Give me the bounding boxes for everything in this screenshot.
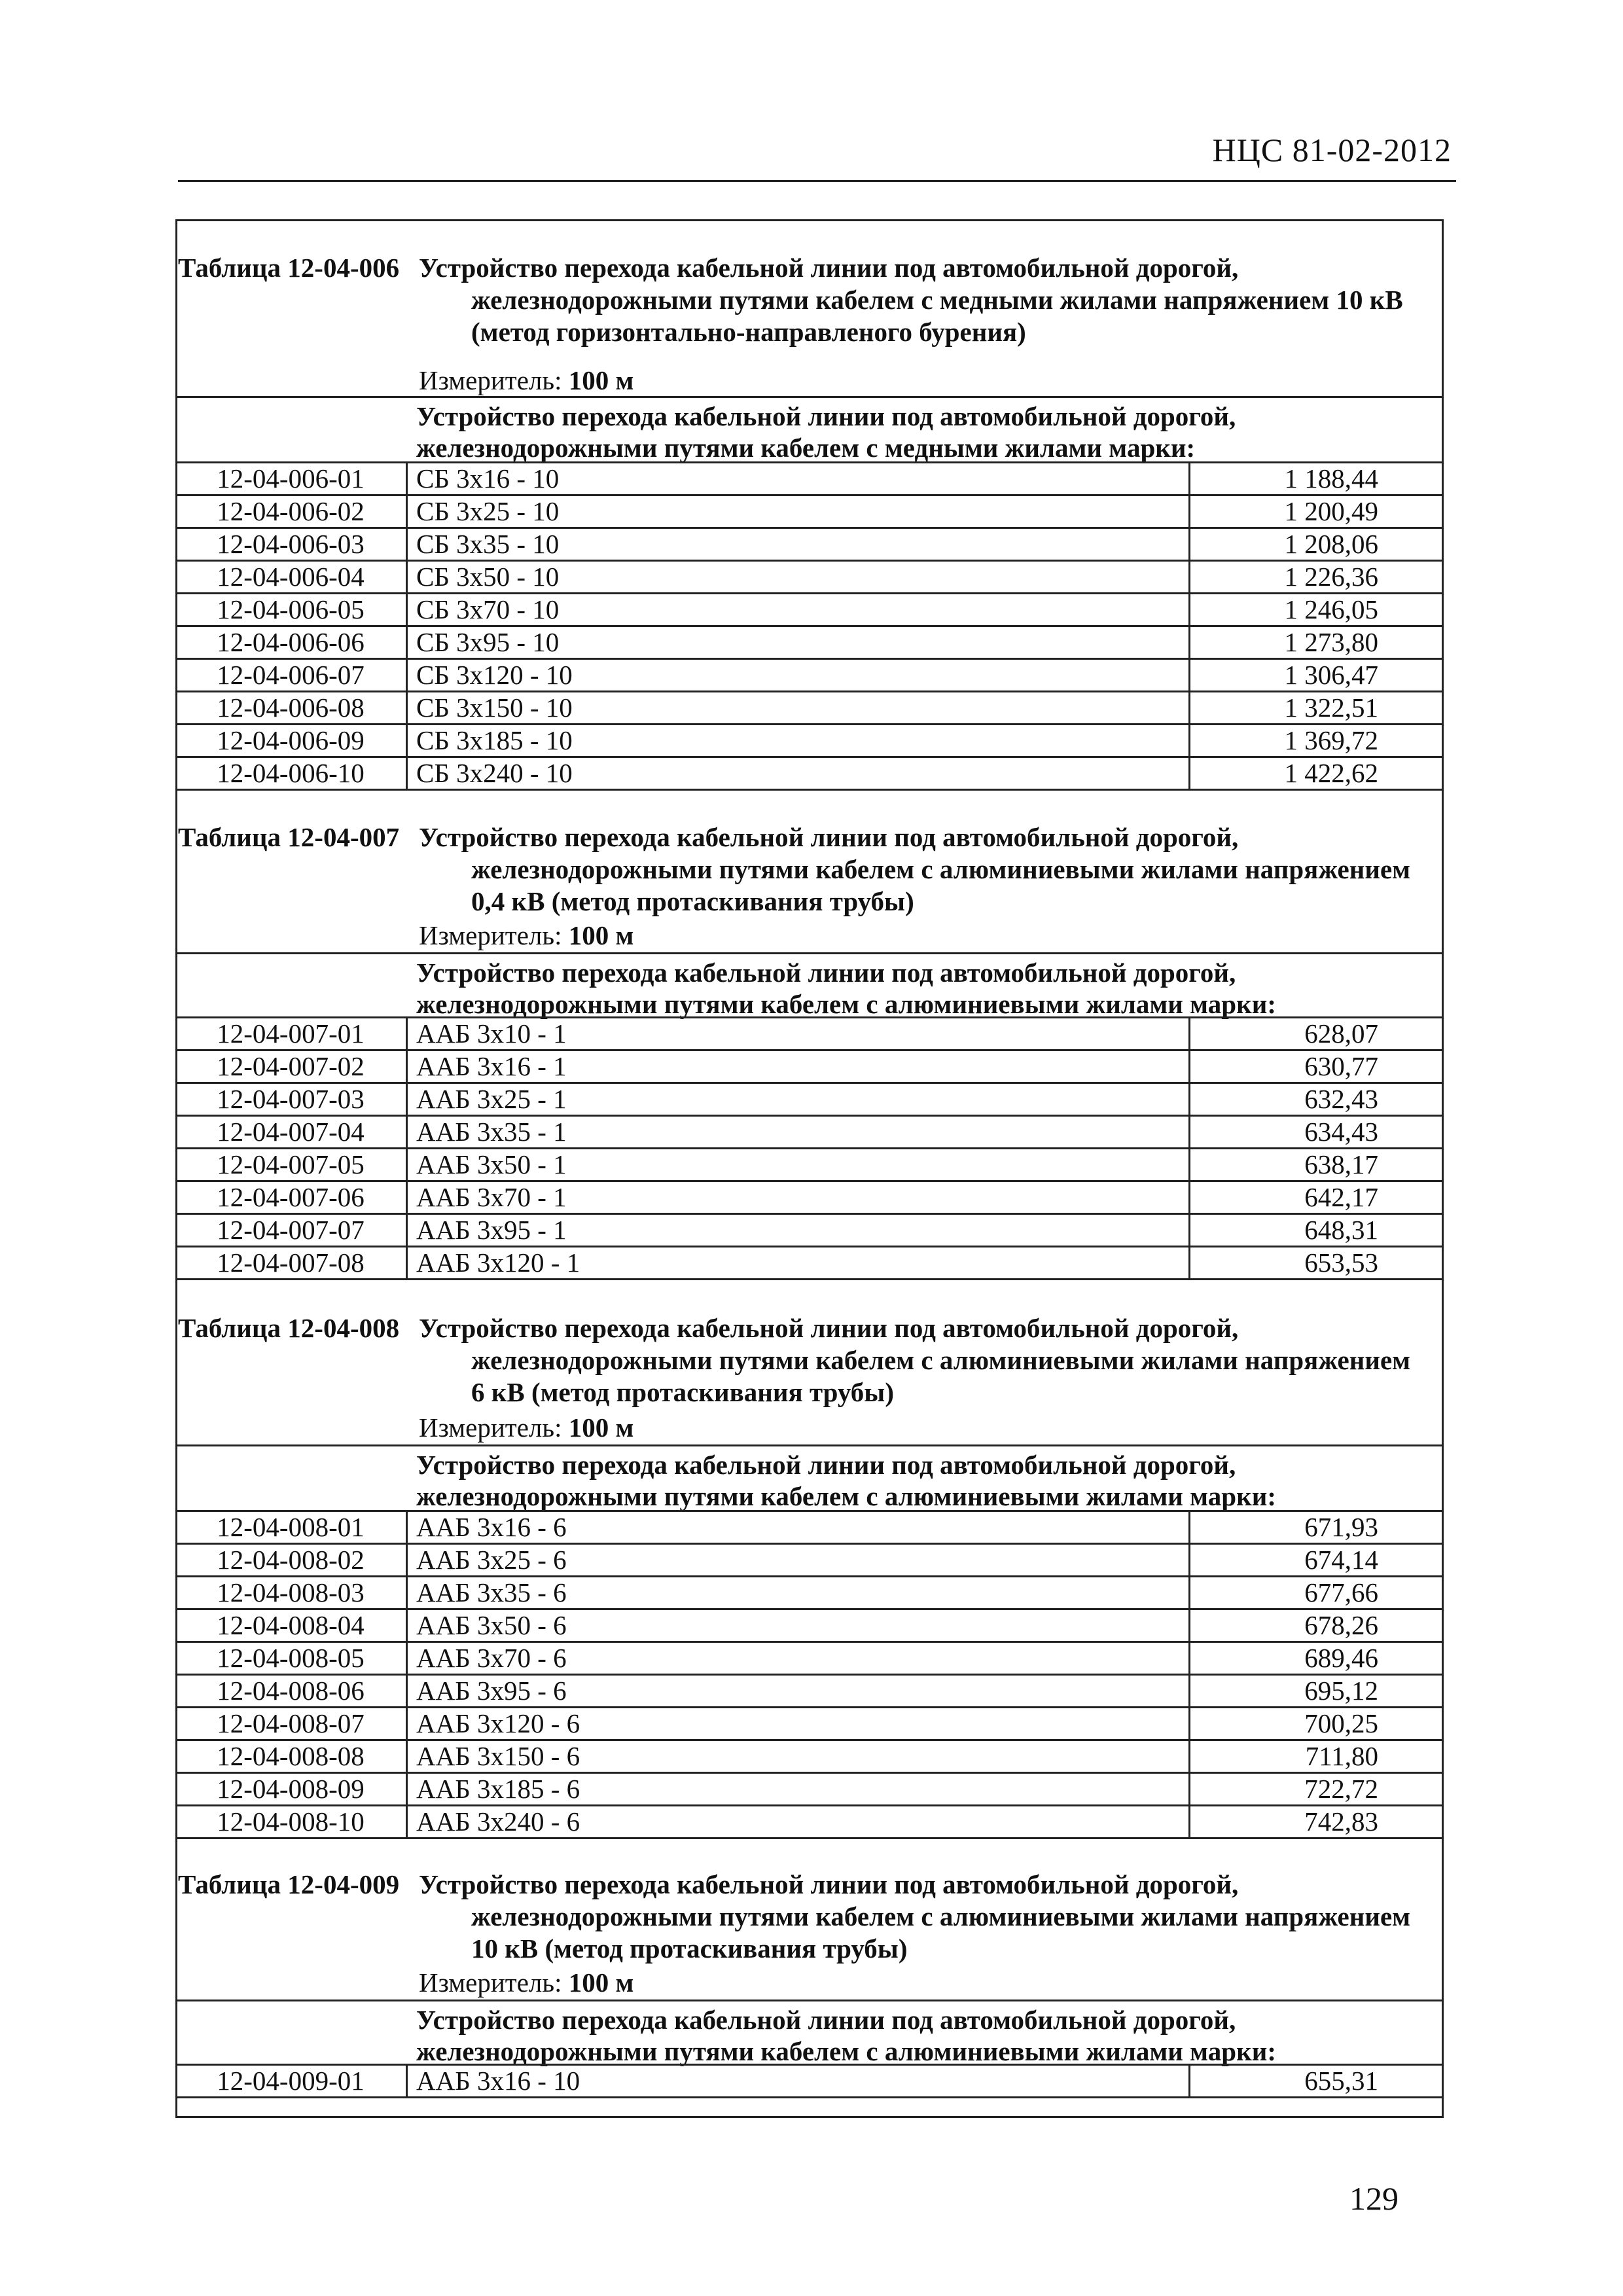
- table-title-line: Устройство перехода кабельной линии под автомобильной дорогой,: [419, 253, 1239, 283]
- table-row: [175, 1706, 1444, 1739]
- row-price: 642,17: [1304, 1182, 1378, 1212]
- table-code: Таблица 12-04-007: [178, 822, 400, 852]
- rows-006: [175, 461, 1444, 791]
- row-cable-type: СБ 3x16 - 10: [416, 463, 560, 493]
- row-cable-type: СБ 3x70 - 10: [416, 594, 560, 624]
- row-price-cell: [1188, 594, 1385, 625]
- section-title: Устройство перехода кабельной линии под автомобильной дорогой, железнодорожными путями кабелем с алюминиевыми жилами марки:: [416, 958, 1276, 1019]
- row-code: 12-04-009-01: [175, 2066, 408, 2096]
- row-code: 12-04-006-07: [175, 660, 408, 691]
- row-price: 700,25: [1304, 1708, 1378, 1738]
- table-title-line: 6 кВ (метод протаскивания трубы): [471, 1377, 894, 1407]
- row-price-cell: [1188, 758, 1385, 789]
- row-price: 634,43: [1304, 1117, 1378, 1147]
- table-row: [175, 1739, 1444, 1772]
- table-title-line: Устройство перехода кабельной линии под автомобильной дорогой,: [419, 1313, 1239, 1343]
- row-cable-type: ААБ 3x185 - 6: [416, 1774, 580, 1804]
- section-title-line: Устройство перехода кабельной линии под автомобильной дорогой,: [416, 2005, 1236, 2035]
- row-cable-type: ААБ 3x120 - 1: [416, 1247, 580, 1278]
- row-price: 722,72: [1304, 1774, 1378, 1804]
- row-code: 12-04-006-09: [175, 725, 408, 756]
- row-code: 12-04-008-09: [175, 1774, 408, 1804]
- measure-label: Измеритель:: [419, 920, 562, 950]
- row-price-cell: [1188, 1512, 1385, 1543]
- row-price: 677,66: [1304, 1577, 1378, 1607]
- row-price: 1 369,72: [1284, 725, 1378, 755]
- row-code: 12-04-006-08: [175, 692, 408, 723]
- table-row: [175, 494, 1444, 527]
- row-code: 12-04-006-06: [175, 627, 408, 658]
- section-title: Устройство перехода кабельной линии под автомобильной дорогой, железнодорожными путями кабелем с алюминиевыми жилами марки:: [416, 1450, 1276, 1511]
- row-price-cell: [1188, 1182, 1385, 1213]
- row-code: 12-04-008-04: [175, 1610, 408, 1641]
- table-row: [175, 1510, 1444, 1543]
- row-price: 653,53: [1304, 1247, 1378, 1278]
- row-cable-type: ААБ 3x95 - 1: [416, 1215, 567, 1245]
- section-title: [416, 2004, 1276, 2067]
- table-row: [175, 560, 1444, 592]
- row-price-cell: [1188, 463, 1385, 494]
- document-code: НЦС 81-02-2012: [1212, 132, 1452, 168]
- measure-label: Измеритель:: [419, 365, 562, 395]
- row-code: 12-04-007-05: [175, 1149, 408, 1180]
- table-code: Таблица 12-04-009: [178, 1869, 400, 1899]
- row-price: 630,77: [1304, 1051, 1378, 1081]
- row-code: 12-04-008-10: [175, 1806, 408, 1837]
- row-price-cell: [1188, 1149, 1385, 1180]
- table-code: Таблица 12-04-006: [178, 253, 400, 283]
- measure-unit: [419, 1967, 633, 1999]
- table-row: [175, 527, 1444, 560]
- row-price-cell: [1188, 2066, 1385, 2096]
- row-cable-type: СБ 3x50 - 10: [416, 562, 560, 592]
- table-row: [175, 756, 1444, 791]
- row-code: 12-04-006-10: [175, 758, 408, 789]
- row-code: 12-04-006-03: [175, 529, 408, 560]
- row-price: 1 226,36: [1284, 562, 1378, 592]
- row-code: 12-04-007-07: [175, 1215, 408, 1246]
- rows-008: [175, 1510, 1444, 1839]
- row-cable-type: СБ 3x240 - 10: [416, 758, 573, 788]
- row-code: 12-04-008-08: [175, 1741, 408, 1772]
- table-row: [175, 1575, 1444, 1608]
- row-code: 12-04-007-04: [175, 1117, 408, 1147]
- row-code: 12-04-006-02: [175, 496, 408, 527]
- measure-value: 100 м: [568, 1967, 634, 1998]
- table-row: [175, 1180, 1444, 1213]
- row-price: 742,83: [1304, 1806, 1378, 1837]
- row-code: 12-04-006-05: [175, 594, 408, 625]
- row-price-cell: [1188, 1545, 1385, 1575]
- row-price-cell: [1188, 1708, 1385, 1739]
- row-code: 12-04-007-06: [175, 1182, 408, 1213]
- table-row: [175, 1082, 1444, 1115]
- measure-unit: [419, 365, 633, 397]
- measure-label: Измеритель:: [419, 1412, 562, 1443]
- measure-value: 100 м: [568, 920, 634, 950]
- table-row: [175, 1674, 1444, 1706]
- row-price-cell: [1188, 1084, 1385, 1115]
- table-row: [175, 1804, 1444, 1839]
- section-title-line: железнодорожными путями кабелем с алюминиевыми жилами марки:: [416, 2036, 1276, 2066]
- row-price-cell: [1188, 1247, 1385, 1278]
- row-cable-type: ААБ 3x10 - 1: [416, 1018, 567, 1049]
- table-row: [175, 2064, 1444, 2098]
- table-row: [175, 625, 1444, 658]
- table-title-line: железнодорожными путями кабелем с алюминиевыми жилами напряжением: [471, 854, 1411, 884]
- row-cable-type: СБ 3x35 - 10: [416, 529, 560, 559]
- row-cable-type: СБ 3x120 - 10: [416, 660, 573, 690]
- row-price: 1 246,05: [1284, 594, 1378, 624]
- row-cable-type: ААБ 3x16 - 10: [416, 2066, 580, 2096]
- row-price-cell: [1188, 1676, 1385, 1706]
- row-code: 12-04-008-02: [175, 1545, 408, 1575]
- row-cable-type: ААБ 3x50 - 6: [416, 1610, 567, 1640]
- frame-bottom-border: [175, 2116, 1444, 2118]
- table-row: [175, 1049, 1444, 1082]
- row-price: 1 422,62: [1284, 758, 1378, 788]
- table-title-line: Устройство перехода кабельной линии под автомобильной дорогой,: [419, 1869, 1239, 1899]
- row-cable-type: СБ 3x95 - 10: [416, 627, 560, 657]
- row-price-cell: [1188, 1643, 1385, 1674]
- table-row: [175, 1772, 1444, 1804]
- table-row: [175, 658, 1444, 691]
- row-price: 632,43: [1304, 1084, 1378, 1114]
- row-cable-type: СБ 3x25 - 10: [416, 496, 560, 526]
- row-price-cell: [1188, 1051, 1385, 1082]
- table-row: [175, 461, 1444, 494]
- row-price: 628,07: [1304, 1018, 1378, 1049]
- table-row: [175, 592, 1444, 625]
- row-price: 1 306,47: [1284, 660, 1378, 690]
- row-price: 674,14: [1304, 1545, 1378, 1575]
- row-price: 1 188,44: [1284, 463, 1378, 493]
- table-row: [175, 1608, 1444, 1641]
- row-cable-type: ААБ 3x16 - 6: [416, 1512, 567, 1542]
- row-price-cell: [1188, 529, 1385, 560]
- row-code: 12-04-007-02: [175, 1051, 408, 1082]
- row-cable-type: ААБ 3x50 - 1: [416, 1149, 567, 1179]
- rows-007: [175, 1016, 1444, 1280]
- row-price: 695,12: [1304, 1676, 1378, 1706]
- measure-value: 100 м: [568, 1412, 634, 1443]
- table-title-line: железнодорожными путями кабелем с медными жилами напряжением 10 кВ: [471, 285, 1403, 315]
- row-price-cell: [1188, 1741, 1385, 1772]
- row-cable-type: ААБ 3x16 - 1: [416, 1051, 567, 1081]
- header-divider: [178, 180, 1456, 182]
- row-cable-type: ААБ 3x150 - 6: [416, 1741, 580, 1771]
- row-cable-type: СБ 3x185 - 10: [416, 725, 573, 755]
- row-price-cell: [1188, 1117, 1385, 1147]
- row-cable-type: ААБ 3x95 - 6: [416, 1676, 567, 1706]
- row-price: 711,80: [1305, 1741, 1378, 1771]
- section-header: [175, 952, 1444, 1019]
- measure-unit: [419, 920, 633, 952]
- row-code: 12-04-007-03: [175, 1084, 408, 1115]
- row-cable-type: ААБ 3x35 - 1: [416, 1117, 567, 1147]
- table-row: [175, 1213, 1444, 1246]
- row-cable-type: ААБ 3x70 - 1: [416, 1182, 567, 1212]
- row-price-cell: [1188, 1018, 1385, 1049]
- measure-value: 100 м: [568, 365, 634, 395]
- table-row: [175, 691, 1444, 723]
- table-title-line: 0,4 кВ (метод протаскивания трубы): [471, 886, 914, 916]
- row-price: 1 200,49: [1284, 496, 1378, 526]
- table-row: [175, 1246, 1444, 1280]
- row-price: 1 322,51: [1284, 692, 1378, 723]
- row-cable-type: ААБ 3x70 - 6: [416, 1643, 567, 1673]
- row-code: 12-04-008-01: [175, 1512, 408, 1543]
- row-code: 12-04-006-04: [175, 562, 408, 592]
- row-price: 1 208,06: [1284, 529, 1378, 559]
- row-cable-type: СБ 3x150 - 10: [416, 692, 573, 723]
- table-title-line: Устройство перехода кабельной линии под автомобильной дорогой,: [419, 822, 1239, 852]
- measure-unit: [419, 1412, 633, 1444]
- row-price-cell: [1188, 1610, 1385, 1641]
- table-title-line: железнодорожными путями кабелем с алюминиевыми жилами напряжением: [471, 1345, 1411, 1375]
- table-title-line: (метод горизонтально-направленого бурения): [471, 317, 1026, 347]
- table-title-line: 10 кВ (метод протаскивания трубы): [471, 1933, 908, 1964]
- row-code: 12-04-008-07: [175, 1708, 408, 1739]
- row-cable-type: ААБ 3x25 - 1: [416, 1084, 567, 1114]
- row-price-cell: [1188, 725, 1385, 756]
- table-row: [175, 1147, 1444, 1180]
- row-price-cell: [1188, 1774, 1385, 1804]
- row-cable-type: ААБ 3x25 - 6: [416, 1545, 567, 1575]
- table-row: [175, 1115, 1444, 1147]
- section-header: [175, 1444, 1444, 1510]
- measure-label: Измеритель:: [419, 1967, 562, 1998]
- row-cable-type: ААБ 3x240 - 6: [416, 1806, 580, 1837]
- section-title: Устройство перехода кабельной линии под автомобильной дорогой, железнодорожными путями кабелем с медными жилами марки:: [416, 401, 1236, 463]
- row-price: 638,17: [1304, 1149, 1378, 1179]
- table-row: [175, 1016, 1444, 1049]
- rows-009: [175, 2064, 1444, 2098]
- section-header-009: [175, 2000, 1444, 2064]
- row-price-cell: [1188, 562, 1385, 592]
- table-row: [175, 1641, 1444, 1674]
- row-cable-type: ААБ 3x120 - 6: [416, 1708, 580, 1738]
- row-price: 678,26: [1304, 1610, 1378, 1640]
- row-price-cell: [1188, 496, 1385, 527]
- row-code: 12-04-006-01: [175, 463, 408, 494]
- row-cable-type: ААБ 3x35 - 6: [416, 1577, 567, 1607]
- row-code: 12-04-008-06: [175, 1676, 408, 1706]
- row-code: 12-04-008-05: [175, 1643, 408, 1674]
- row-price: 655,31: [1304, 2066, 1378, 2096]
- row-price-cell: [1188, 627, 1385, 658]
- row-price-cell: [1188, 1577, 1385, 1608]
- table-code: Таблица 12-04-008: [178, 1313, 400, 1343]
- row-price-cell: [1188, 1806, 1385, 1837]
- row-price-cell: [1188, 1215, 1385, 1246]
- frame-top-border: [175, 219, 1444, 221]
- page-number: 129: [1349, 2180, 1399, 2217]
- row-price: 671,93: [1304, 1512, 1378, 1542]
- row-code: 12-04-007-08: [175, 1247, 408, 1278]
- row-price-cell: [1188, 660, 1385, 691]
- row-code: 12-04-008-03: [175, 1577, 408, 1608]
- row-code: 12-04-007-01: [175, 1018, 408, 1049]
- table-row: [175, 1543, 1444, 1575]
- table-row: [175, 723, 1444, 756]
- table-title-line: железнодорожными путями кабелем с алюминиевыми жилами напряжением: [471, 1901, 1411, 1931]
- row-price-cell: [1188, 692, 1385, 723]
- row-price: 648,31: [1304, 1215, 1378, 1245]
- row-price: 1 273,80: [1284, 627, 1378, 657]
- section-header: [175, 396, 1444, 461]
- row-price: 689,46: [1304, 1643, 1378, 1673]
